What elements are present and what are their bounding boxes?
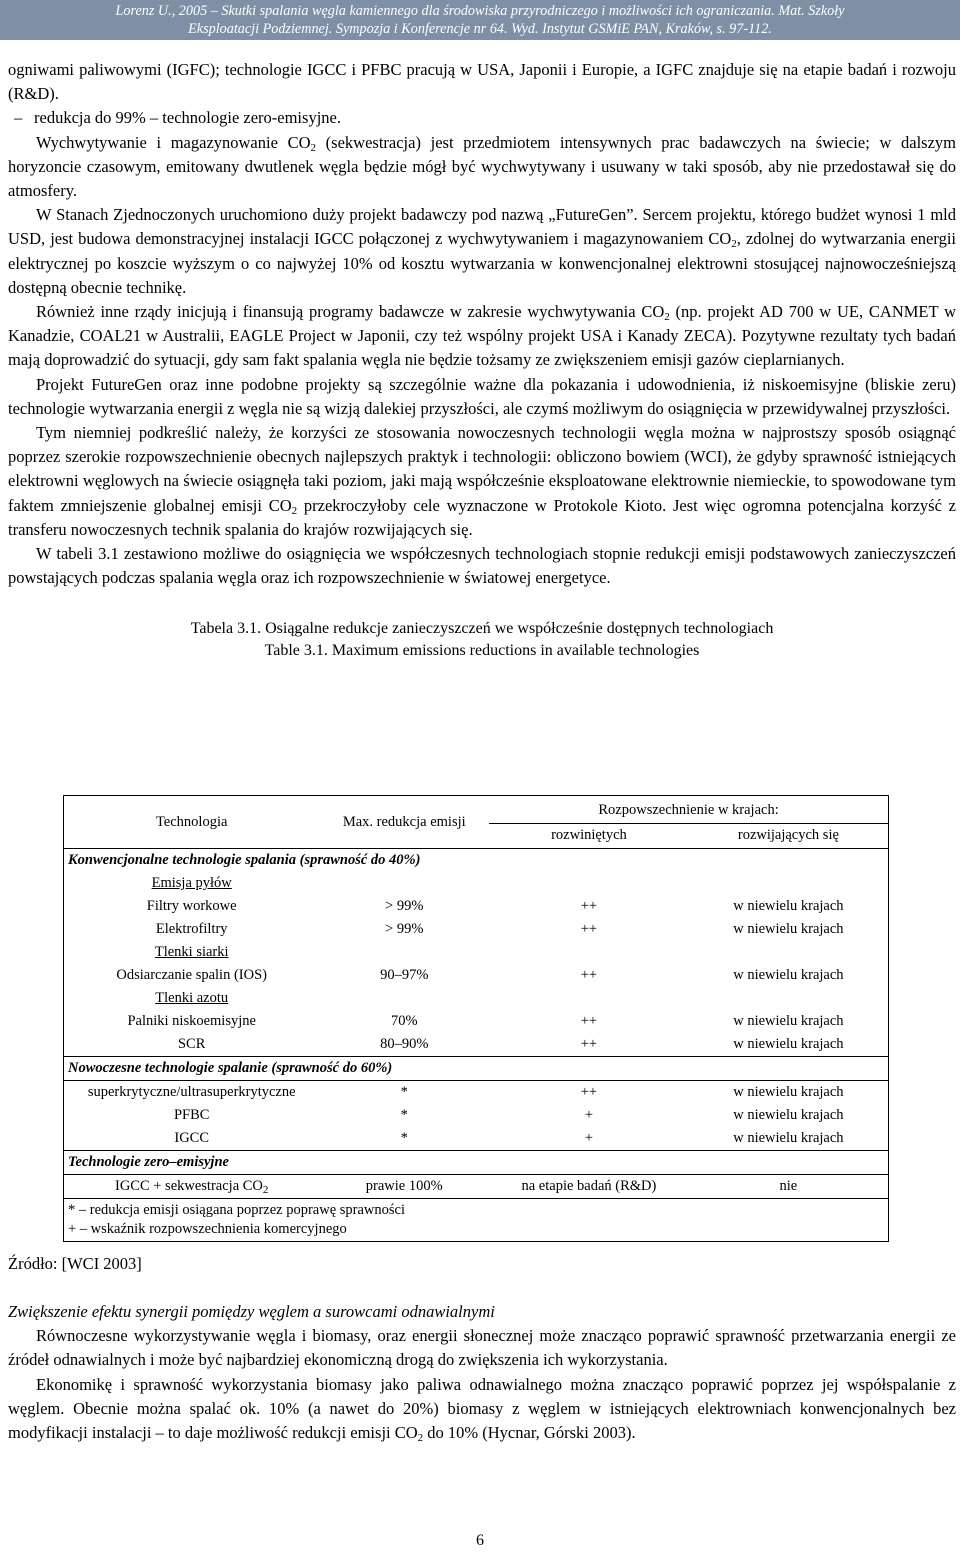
group-nox: Tlenki azotu [155, 990, 229, 1006]
cell-tech: PFBC [173, 1107, 210, 1123]
section-zero-emission: Technologie zero–emisyjne [64, 1151, 889, 1175]
cell-max: * [400, 1130, 408, 1146]
p4-text-a: Również inne rządy inicjują i finansują programy badawcze w zakresie wychwytywania CO [36, 302, 665, 322]
group-dust: Emisja pyłów [151, 875, 232, 891]
paragraph-2 [8, 131, 956, 204]
table-row [64, 1081, 889, 1105]
cell-developing: w niewielu krajach [733, 1107, 844, 1123]
cell-tech: superkrytyczne/ultrasuperkrytyczne [87, 1084, 296, 1100]
paragraph-4 [8, 300, 956, 373]
table-source: Źródło: [WCI 2003] [8, 1254, 142, 1273]
note-asterisk: * – redukcja emisji osiągana poprzez poprawę sprawności [68, 1202, 406, 1218]
page-number: 6 [476, 1532, 484, 1549]
cell-developed: ++ [580, 921, 598, 937]
table-caption-pl: Tabela 3.1. Osiągalne redukcje zanieczyszczeń we współcześnie dostępnych technologiach [190, 620, 774, 638]
sp2-text-a: Ekonomikę i sprawność wykorzystania biomasy jako paliwa odnawialnego można znacząco poprawić poprzez jej współspalanie z węglem. Obecnie można spalać ok. 10% (a nawet do 20%) biomasy z węglem w istniejących elektrowniach konwencjonalnych bez modyfikacji instalacji – to daje możliwość redukcji emisji CO [8, 1374, 956, 1443]
cell-tech [64, 1175, 320, 1199]
cell-tech-text: IGCC + sekwestracja CO [114, 1178, 263, 1194]
cell-developing: w niewielu krajach [733, 967, 844, 983]
cell-max: prawie 100% [365, 1178, 443, 1194]
table-row [64, 1104, 889, 1127]
citation-header [0, 0, 960, 40]
cell-tech: IGCC [174, 1130, 210, 1146]
paragraph-5: Projekt FutureGen oraz inne podobne projekty są szczególnie ważne dla pokazania i udowodnienia, iż niskoemisyjne (bliskie zeru) technologie wytwarzania energii z węgla nie są wizją dalekiej przyszłości, ale czymś możliwym do osiągnięcia w przewidywalnej przyszłości. [8, 374, 956, 418]
cell-max: * [400, 1084, 408, 1100]
bullet-item: – redukcja do 99% – technologie zero-emisyjne. [8, 106, 956, 130]
citation-line-2: Eksploatacji Podziemnej. Sympozja i Konferencje nr 64. Wyd. Instytut GSMiE PAN, Kraków, s. 97-112. [188, 21, 772, 37]
section-modern: Nowoczesne technologie spalanie (sprawność do 60%) [64, 1057, 889, 1081]
main-text [8, 58, 956, 662]
table-row [64, 1175, 889, 1199]
paragraph-7: W tabeli 3.1 zestawiono możliwe do osiągnięcia we współczesnych technologiach stopnie redukcji emisji podstawowych zanieczyszczeń powstających podczas spalania węgla oraz ich rozpowszechnienie w światowej energetyce. [8, 544, 956, 588]
cell-tech: Filtry workowe [146, 898, 237, 914]
cell-tech: Elektrofiltry [155, 921, 228, 937]
subscript-2: 2 [291, 504, 298, 517]
cell-max: 90–97% [380, 967, 429, 983]
cell-max: 70% [390, 1013, 418, 1029]
subscript-2: 2 [310, 141, 317, 154]
citation-line-1: Lorenz U., 2005 – Skutki spalania węgla kamiennego dla środowiska przyrodniczego i możliwości ich ograniczania. Mat. Szkoły [115, 3, 845, 19]
table-row [64, 918, 889, 941]
cell-tech: Palniki niskoemisyjne [127, 1013, 256, 1029]
group-sox: Tlenki siarki [154, 944, 229, 960]
paragraph-1: ogniwami paliwowymi (IGFC); technologie IGCC i PFBC pracują w USA, Japonii i Europie, a IGFC znajduje się na etapie badań i rozwoju (R&D). [8, 60, 956, 104]
cell-developed: ++ [580, 1013, 598, 1029]
header-max-reduction: Max. redukcja emisji [342, 813, 466, 830]
p2-text-a: Wychwytywanie i magazynowanie CO [36, 132, 311, 152]
cell-tech: SCR [177, 1036, 206, 1052]
cell-max: * [400, 1107, 408, 1123]
paragraph-6 [8, 421, 956, 542]
cell-developed: na etapie badań (R&D) [521, 1178, 657, 1194]
table-row [64, 964, 889, 987]
table-caption-en: Table 3.1. Maximum emissions reductions in available technologies [264, 642, 700, 660]
subscript-2: 2 [731, 238, 737, 251]
subscript-2: 2 [417, 1432, 424, 1445]
cell-developed: ++ [580, 1036, 598, 1052]
cell-developed: + [584, 1107, 594, 1123]
note-plus: + – wskaźnik rozpowszechnienia komercyjnego [68, 1221, 347, 1237]
cell-developed: ++ [580, 967, 598, 983]
cell-developing: w niewielu krajach [733, 1130, 844, 1146]
header-spread: Rozpowszechnienie w krajach: [598, 801, 779, 818]
cell-max: > 99% [385, 898, 424, 914]
header-developing: rozwijających się [689, 823, 889, 848]
cell-developing: w niewielu krajach [733, 1013, 844, 1029]
paragraph-3 [8, 203, 956, 300]
cell-tech: Odsiarczanie spalin (IOS) [116, 967, 267, 983]
section-conventional: Konwencjonalne technologie spalania (sprawność do 40%) [64, 849, 889, 873]
cell-developing: nie [779, 1178, 798, 1194]
table-notes [64, 1199, 889, 1242]
section-synergy [8, 1300, 956, 1445]
sp2-text-b: do 10% (Hycnar, Górski 2003). [423, 1423, 636, 1443]
cell-developing: w niewielu krajach [733, 898, 844, 914]
p6-text-b: przekroczyłoby cele wyznaczone w Protokole Kioto. Jest więc ogromna potencjalna korzyść z transferu nowoczesnych technik spalania do krajów rozwijających się. [8, 495, 956, 539]
p3-text-b: , zdolnej do wytwarzania energii elektrycznej po koszcie wyższym o co najwyżej 10% od kosztu wytwarzania w konwencjonalnej elektrowni stosującej najnowocześniejszą dostępną obecnie technikę. [8, 229, 956, 297]
header-technology: Technologia [155, 813, 228, 830]
cell-developing: w niewielu krajach [733, 1084, 844, 1100]
synergy-paragraph-2 [8, 1373, 956, 1446]
cell-developed: ++ [580, 898, 598, 914]
cell-max: 80–90% [380, 1036, 429, 1052]
p3-text-a: W Stanach Zjednoczonych uruchomiono duży projekt badawczy pod nazwą „FutureGen”. Sercem projektu, którego budżet wynosi 1 mld USD, jest budowa demonstracyjnej instalacji IGCC połączonej z wychwytywaniem i magazynowaniem CO [8, 205, 956, 249]
table-row [64, 1033, 889, 1057]
p6-text-a: Tym niemniej podkreślić należy, że korzyści ze stosowania nowoczesnych technologii węgla można w najprostszy sposób osiągnąć poprzez szerokie rozpowszechnienie obecnych najlepszych praktyk i technologii: obliczono bowiem (WCI), że gdyby sprawność istniejących elektrowni węglowych na świecie osiągnęła taki poziom, jaki mają współcześnie eksploatowane elektrownie niemieckie, to spowodowane tym faktem zmniejszenie globalnej emisji CO [8, 423, 956, 515]
table-row [64, 1010, 889, 1033]
subscript-2: 2 [262, 1184, 269, 1196]
table-row [64, 895, 889, 918]
cell-developing: w niewielu krajach [733, 1036, 844, 1052]
cell-developed: ++ [580, 1084, 598, 1100]
p4-text-b: (np. projekt AD 700 w UE, CANMET w Kanadzie, COAL21 w Australii, EAGLE Project w Japonii, czy też wspólny projekt USA i Kanady ZECA). Pozytywne rezultaty tych badań mają doprowadzić do sytuacji, gdy sam fakt spalania węgla nie będzie tożsamy ze zwiększeniem emisji gazów cieplarnianych. [8, 302, 956, 370]
cell-developed: + [584, 1130, 594, 1146]
header-developed: rozwiniętych [489, 823, 689, 848]
table-row [64, 1127, 889, 1151]
synergy-paragraph-1: Równoczesne wykorzystywanie węgla i biomasy, oraz energii słonecznej może znacząco poprawić sprawność przetwarzania energii ze źródeł odnawialnych i może być najbardziej ekonomiczną drogą do zwiększenia ich wykorzystania. [8, 1326, 956, 1370]
reduction-table [63, 795, 889, 1242]
section-title: Zwiększenie efektu synergii pomiędzy węglem a surowcami odnawialnymi [8, 1302, 495, 1321]
cell-developing: w niewielu krajach [733, 921, 844, 937]
subscript-2: 2 [664, 311, 670, 324]
p2-text-b: (sekwestracja) jest przedmiotem intensywnych prac badawczych na świecie; w dalszym horyzoncie czasowym, emitowany dwutlenek węgla będzie mógł być wychwytywany i usuwany w taki sposób, aby nie przedostawał się do atmosfery. [8, 132, 957, 201]
cell-max: > 99% [385, 921, 424, 937]
